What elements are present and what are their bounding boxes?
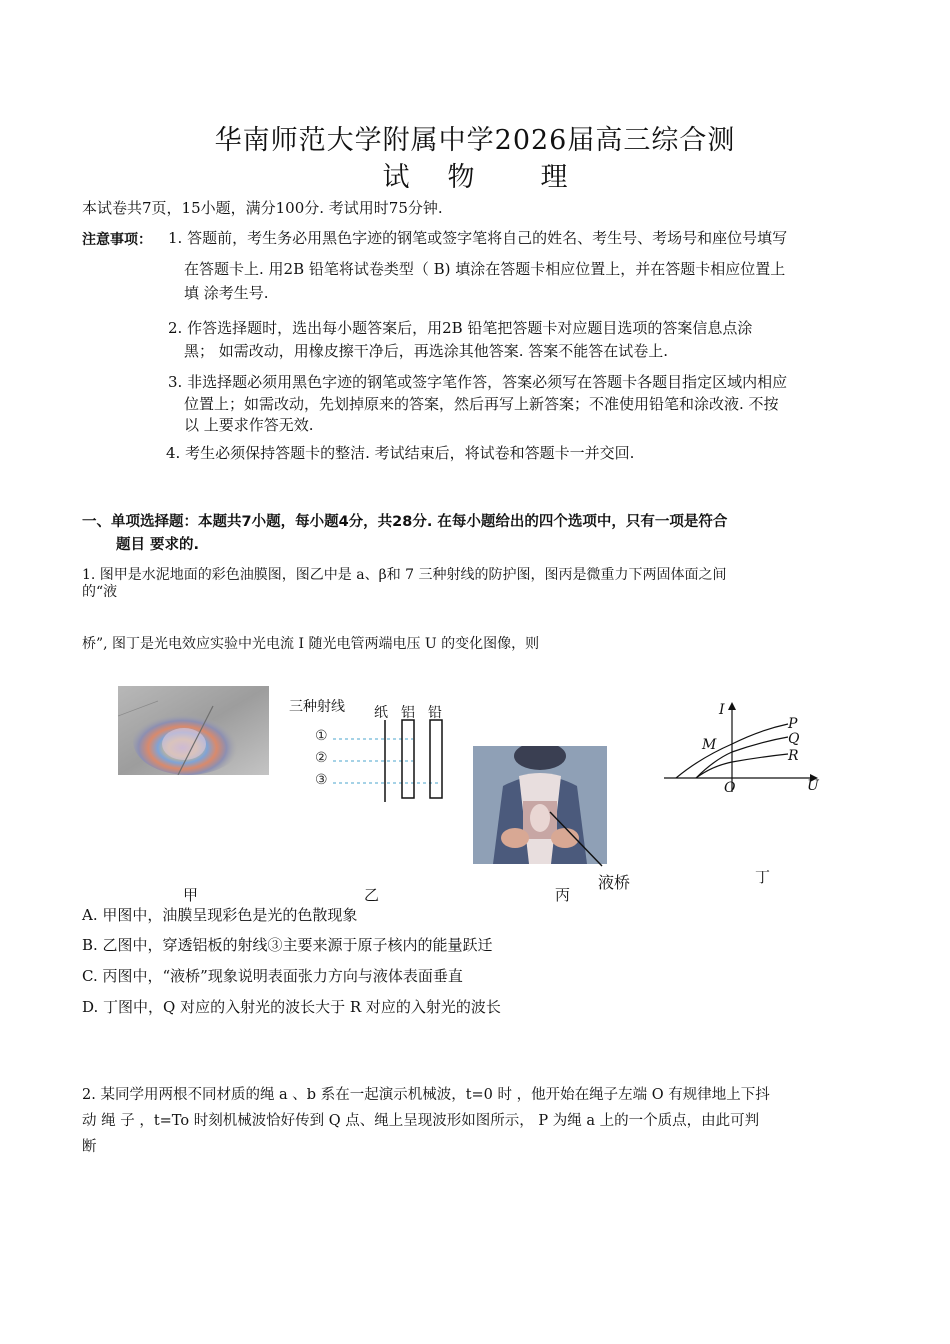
caption-bing: 丙 [555, 886, 571, 904]
oil-film-photo [118, 686, 269, 775]
q1-option-c: C. 丙图中，“液桥”现象说明表面张力方向与液体表面垂直 [82, 967, 463, 985]
lead-label: 铅 [428, 705, 442, 721]
notice-label: 注意事项： [82, 232, 152, 248]
q1-stem-line2: 的“液 [82, 584, 118, 600]
q1-option-b: B. 乙图中，穿透铝板的射线③主要来源于原子核内的能量跃迁 [82, 936, 493, 954]
intro-text: 本试卷共7页，15小题，满分100分. 考试用时75分钟. [82, 199, 443, 217]
notice-item2-line2: 黑； 如需改动，用橡皮擦干净后，再选涂其他答案. 答案不能答在试卷上. [184, 342, 669, 360]
notice-item3-line1: 3. 非选择题必须用黑色字迹的钢笔或签字笔作答，答案必须写在答题卡各题目指定区域内相应 [168, 373, 788, 391]
paper-label: 纸 [374, 705, 388, 721]
axis-label-i: I [719, 702, 725, 718]
notice-item3-line2: 位置上；如需改动，先划掉原来的答案，然后再写上新答案；不准使用铅笔和涂改液. 不按 [184, 395, 779, 413]
q1-stem-line1: 1. 图甲是水泥地面的彩色油膜图，图乙中是 a、β和 7 三种射线的防护图，图丙是微重力下两固体面之间 [82, 567, 727, 583]
q1-option-d: D. 丁图中，Q 对应的入射光的波长大于 R 对应的入射光的波长 [82, 998, 501, 1016]
point-m-label: M [702, 737, 717, 753]
notice-item1-line3: 填 涂考生号. [184, 284, 269, 302]
liquid-bridge-pointer [548, 810, 608, 870]
notice-item3-line3: 以 上要求作答无效. [184, 416, 314, 434]
caption-jia: 甲 [183, 886, 199, 904]
ray-3-label: ③ [315, 772, 328, 788]
ray-1-label: ① [315, 728, 328, 744]
q2-stem-line1: 2. 某同学用两根不同材质的绳 a 、b 系在一起演示机械波，t=0 时 ，他开始在绳子左端 O 有规律地上下抖 [82, 1087, 770, 1103]
section1-heading-line2: 题目 要求的. [116, 537, 200, 553]
curve-p-label: P [788, 716, 798, 732]
subject-char-2: 物 [447, 162, 475, 193]
q2-stem-line3: 断 [82, 1139, 97, 1155]
curve-q-label: Q [788, 731, 800, 747]
curve-r-label: R [788, 748, 799, 764]
subject-char-1: 试 [382, 162, 410, 193]
origin-label: O [724, 780, 736, 796]
subject-char-3: 理 [540, 162, 568, 193]
liquid-bridge-label: 液桥 [598, 873, 631, 892]
q1-option-a: A. 甲图中，油膜呈现彩色是光的色散现象 [82, 906, 358, 924]
photocurrent-graph [660, 700, 830, 800]
q2-stem-line2: 动 绳 子 ，t=To 时刻机械波恰好传到 Q 点、绳上呈现波形如图所示， P 为绳 a 上的一个质点，由此可判 [82, 1113, 760, 1129]
subject-title [0, 155, 950, 194]
notice-item1-line1: 1. 答题前，考生务必用黑色字迹的钢笔或签字笔将自己的姓名、考生号、考场号和座位号填写 [168, 229, 788, 247]
notice-item4: 4. 考生必须保持答题卡的整洁. 考试结束后，将试卷和答题卡一并交回. [166, 444, 635, 462]
section1-heading-line1: 一、单项选择题：本题共7小题，每小题4分，共28分. 在每小题给出的四个选项中，只有一项是符合 [82, 514, 728, 530]
ray-2-label: ② [315, 750, 328, 766]
exam-title: 华南师范大学附属中学2026届高三综合测 [214, 125, 736, 156]
rays-label: 三种射线 [289, 699, 345, 715]
notice-item2-line1: 2. 作答选择题时，选出每小题答案后，用2B 铅笔把答题卡对应题目选项的答案信息点涂 [168, 319, 753, 337]
caption-ding: 丁 [755, 868, 771, 886]
notice-item1-line2: 在答题卡上. 用2B 铅笔将试卷类型（ B) 填涂在答题卡相应位置上，并在答题卡相应位置上 [184, 260, 786, 278]
q1-stem-line3: 桥”, 图丁是光电效应实验中光电流 I 随光电管两端电压 U 的变化图像，则 [82, 636, 540, 652]
axis-label-u: U [807, 778, 819, 794]
caption-yi: 乙 [364, 886, 380, 904]
aluminum-label: 铝 [401, 705, 415, 721]
